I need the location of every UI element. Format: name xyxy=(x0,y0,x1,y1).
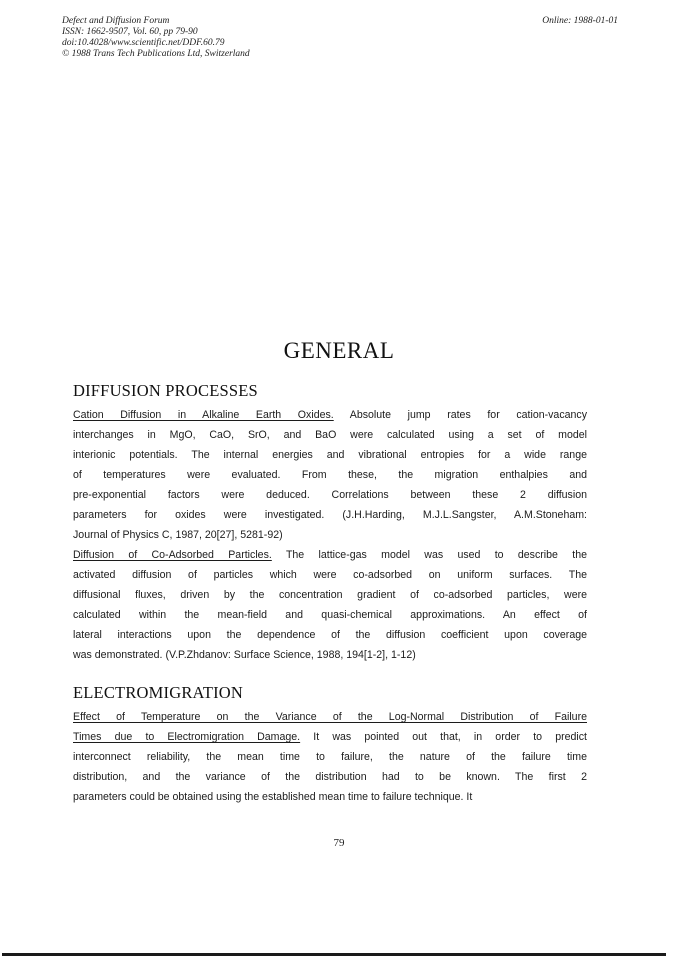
abstract-text: The lattice-gas model was used to describe the xyxy=(271,549,587,561)
online-date: Online: 1988-01-01 xyxy=(542,16,618,26)
text-line xyxy=(73,565,587,585)
text-line xyxy=(73,525,587,545)
journal-header xyxy=(62,16,250,60)
text-line xyxy=(73,505,587,525)
abstract-cation-diffusion xyxy=(73,405,587,545)
abstract-co-adsorbed-particles xyxy=(73,545,587,665)
page-number: 79 xyxy=(333,837,345,849)
copyright-notice: © 1988 Trans Tech Publications Ltd, Switzerland xyxy=(62,49,250,59)
text-line xyxy=(73,707,587,727)
abstract-text: diffusional fluxes, driven by the concentration gradient of co-adsorbed particles, were xyxy=(73,589,587,601)
abstract-text: was demonstrated. (V.P.Zhdanov: Surface Science, 1988, 194[1-2], 1-12) xyxy=(73,649,416,661)
bottom-rule xyxy=(2,953,666,956)
text-line xyxy=(73,445,587,465)
text-line xyxy=(73,485,587,505)
abstract-title: Cation Diffusion in Alkaline Earth Oxides. xyxy=(73,409,334,421)
abstract-text: interchanges in MgO, CaO, SrO, and BaO were calculated using a set of model xyxy=(73,429,587,441)
abstract-text: of temperatures were evaluated. From these, the migration enthalpies and xyxy=(73,469,587,481)
text-line xyxy=(73,405,587,425)
abstract-text: calculated within the mean-field and quasi-chemical approximations. An effect of xyxy=(73,609,587,621)
abstract-text: interionic potentials. The internal energies and vibrational entropies for a wide range xyxy=(73,449,587,461)
abstract-text: distribution, and the variance of the distribution had to be known. The first 2 xyxy=(73,771,587,783)
text-line xyxy=(73,787,587,807)
text-line xyxy=(73,625,587,645)
abstract-title: Diffusion of Co-Adsorbed Particles. xyxy=(73,549,272,561)
section-heading-diffusion-processes: DIFFUSION PROCESSES xyxy=(73,381,258,400)
page-title: GENERAL xyxy=(283,338,395,363)
text-line xyxy=(73,465,587,485)
text-line xyxy=(73,645,587,665)
abstract-title: Times due to Electromigration Damage. xyxy=(73,731,301,743)
journal-issn: ISSN: 1662-9507, Vol. 60, pp 79-90 xyxy=(62,27,198,37)
abstract-electromigration-failure-times xyxy=(73,707,587,807)
abstract-text: activated diffusion of particles which were co-adsorbed on uniform surfaces. The xyxy=(73,569,587,581)
abstract-text: interconnect reliability, the mean time to failure, the nature of the failure time xyxy=(73,751,587,763)
text-line xyxy=(73,425,587,445)
section-heading-electromigration: ELECTROMIGRATION xyxy=(73,683,244,702)
abstract-text: Journal of Physics C, 1987, 20[27], 5281-92) xyxy=(73,529,283,541)
abstract-text: parameters for oxides were investigated. (J.H.Harding, M.J.L.Sangster, A.M.Stoneham: xyxy=(73,509,587,521)
article-doi: doi:10.4028/www.scientific.net/DDF.60.79 xyxy=(62,38,225,48)
abstract-title: Effect of Temperature on the Variance of the Log-Normal Distribution of Failure xyxy=(73,711,587,723)
text-line xyxy=(73,747,587,767)
abstract-text: Absolute jump rates for cation-vacancy xyxy=(333,409,587,421)
text-line xyxy=(73,585,587,605)
text-line xyxy=(73,545,587,565)
abstract-text: parameters could be obtained using the established mean time to failure technique. It xyxy=(73,791,473,803)
abstract-text: lateral interactions upon the dependence of the diffusion coefficient upon coverage xyxy=(73,629,587,641)
abstract-text: It was pointed out that, in order to predict xyxy=(300,731,587,743)
text-line xyxy=(73,727,587,747)
text-line xyxy=(73,605,587,625)
journal-name: Defect and Diffusion Forum xyxy=(62,16,170,26)
text-line xyxy=(73,767,587,787)
abstract-text: pre-exponential factors were deduced. Correlations between these 2 diffusion xyxy=(73,489,587,501)
